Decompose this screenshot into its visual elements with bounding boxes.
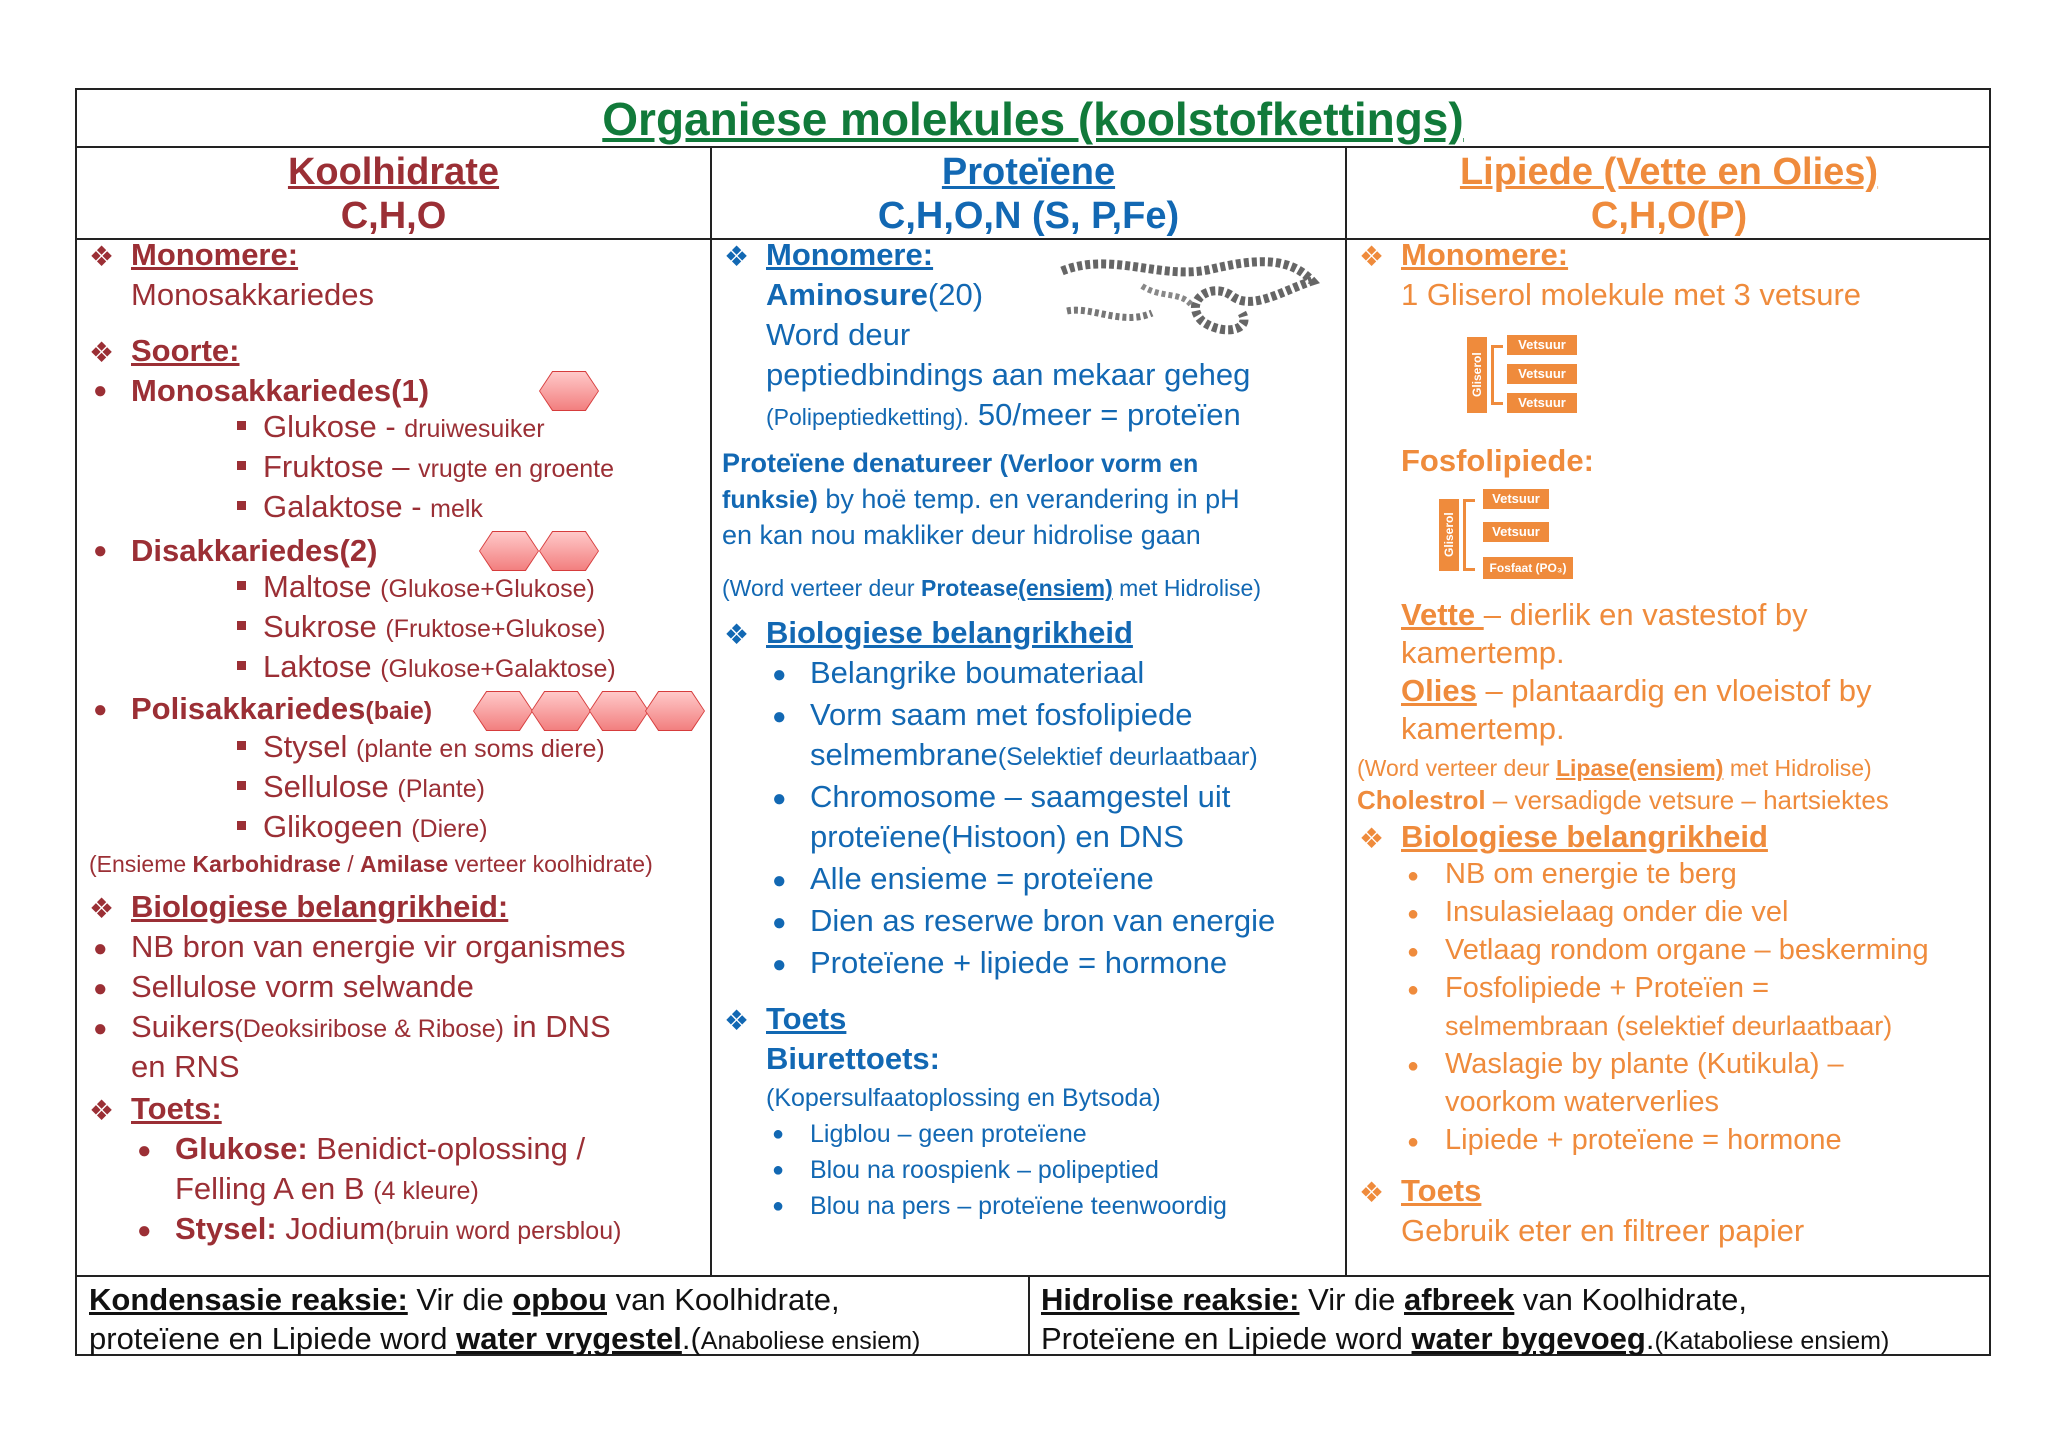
list-item: Sellulose vorm selwande	[131, 969, 474, 1004]
list-item-cont: proteïene(Histoon) en DNS	[810, 819, 1184, 854]
diamond-icon: ❖	[89, 893, 115, 924]
hydrolysis-note: Hidrolise reaksie: Vir die afbreek van Koolhidrate, Proteïene en Lipiede word water bygevoeg.(Kataboliese ensiem)	[1041, 1282, 1890, 1356]
list-item-cont: en RNS	[131, 1049, 240, 1084]
bullet-icon: ●	[772, 1195, 785, 1217]
list-item: Suikers(Deoksiribose & Ribose) in DNS	[131, 1009, 611, 1044]
list-item: Stysel: Jodium(bruin word persblou)	[175, 1211, 622, 1246]
bullet-icon: ●	[772, 785, 787, 812]
list-item: Waslagie by plante (Kutikula) –	[1445, 1048, 1844, 1080]
digestion-note: (Word verteer deur Lipase(ensiem) met Hidrolise)	[1357, 755, 1872, 781]
bullet-icon: ●	[772, 909, 787, 936]
glycerol-label: Gliserol	[1439, 499, 1459, 571]
bullet-icon: ●	[772, 703, 787, 730]
list-item: Blou na roospienk – polipeptied	[810, 1156, 1159, 1184]
list-item: Blou na pers – proteïene teenwoordig	[810, 1192, 1227, 1220]
column-header-lipids	[1347, 150, 1991, 238]
list-item: Belangrike boumateriaal	[810, 655, 1145, 690]
list-item: Fruktose – vrugte en groente	[263, 449, 615, 484]
bullet-icon: ●	[1407, 1131, 1420, 1153]
bullet-icon: ●	[772, 1159, 785, 1181]
list-item: Vorm saam met fosfolipiede	[810, 697, 1193, 732]
list-item: Laktose (Glukose+Galaktose)	[263, 649, 616, 684]
column-header-carbs	[77, 150, 710, 238]
bio-label: Biologiese belangrikheid	[766, 615, 1133, 650]
list-item-cont: voorkom waterverlies	[1445, 1086, 1719, 1118]
denature-text: funksie) by hoë temp. en verandering in pH	[722, 484, 1240, 514]
square-bullet-icon	[237, 581, 246, 590]
column-heading: Koolhidrate	[287, 151, 500, 193]
fatty-acid-label: Vetsuur	[1507, 364, 1577, 384]
bullet-icon: ●	[93, 935, 108, 962]
bio-label: Biologiese belangrikheid	[1401, 819, 1768, 854]
mono-heading: Monosakkariedes(1)	[131, 373, 430, 408]
list-item: Alle ensieme = proteïene	[810, 861, 1154, 896]
bullet-icon: ●	[1407, 865, 1420, 887]
square-bullet-icon	[237, 741, 246, 750]
column-heading: Proteïene	[941, 151, 1116, 193]
glycerol-label: Gliserol	[1467, 337, 1487, 413]
square-bullet-icon	[237, 421, 246, 430]
oils-text-cont: kamertemp.	[1401, 711, 1565, 746]
bullet-icon: ●	[772, 661, 787, 688]
test-name: Biurettoets:	[766, 1041, 940, 1076]
divider	[77, 1275, 1989, 1277]
column-header-proteins	[712, 150, 1345, 238]
list-item: Sukrose (Fruktose+Glukose)	[263, 609, 606, 644]
poly-heading: Polisakkariedes(baie)	[131, 691, 433, 726]
divider	[1345, 146, 1347, 1275]
test-sub: (Kopersulfaatoplossing en Bytsoda)	[766, 1084, 1161, 1112]
square-bullet-icon	[237, 461, 246, 470]
fatty-acid-label: Vetsuur	[1507, 335, 1577, 355]
list-item: NB bron van energie vir organismes	[131, 929, 626, 964]
denature-text: en kan nou makliker deur hidrolise gaan	[722, 520, 1201, 550]
bullet-icon: ●	[93, 537, 108, 564]
bracket	[1463, 499, 1475, 571]
fatty-acid-label: Vetsuur	[1507, 393, 1577, 413]
amino-acids: Aminosure(20)	[766, 277, 984, 312]
list-item: Vetlaag rondom organe – beskerming	[1445, 934, 1929, 966]
list-item: Maltose (Glukose+Glukose)	[263, 569, 595, 604]
square-bullet-icon	[237, 781, 246, 790]
bullet-icon: ●	[1407, 903, 1420, 925]
divider	[710, 146, 712, 1275]
phospholipid-label: Fosfolipiede:	[1401, 443, 1594, 478]
list-item-cont: selmembrane(Selektief deurlaatbaar)	[810, 737, 1258, 772]
test-label: Toets:	[131, 1091, 222, 1126]
carbs-column	[87, 235, 707, 1275]
diamond-icon: ❖	[1359, 241, 1385, 272]
list-item-cont: Felling A en B (4 kleure)	[175, 1171, 479, 1206]
monomers-text: 1 Gliserol molekule met 3 vetsure	[1401, 277, 1862, 312]
fats-text-cont: kamertemp.	[1401, 635, 1565, 670]
phosphate-label: Fosfaat (PO₃)	[1483, 557, 1573, 579]
bullet-icon: ●	[93, 975, 108, 1002]
list-item: Glukose: Benidict-oplossing /	[175, 1131, 586, 1166]
list-item: Stysel (plante en soms diere)	[263, 729, 605, 764]
bullet-icon: ●	[772, 1123, 785, 1145]
condensation-note: Kondensasie reaksie: Vir die opbou van Koolhidrate, proteïene en Lipiede word water vrygestel.(Anaboliese ensiem)	[89, 1282, 921, 1356]
list-item-cont: selmembraan (selektief deurlaatbaar)	[1445, 1011, 1893, 1041]
phospholipid-diagram	[1439, 489, 1599, 581]
divider	[1028, 1275, 1030, 1356]
bracket	[1491, 345, 1503, 405]
diamond-icon: ❖	[1359, 823, 1385, 854]
summary-table	[75, 88, 1991, 1356]
square-bullet-icon	[237, 821, 246, 830]
diamond-icon: ❖	[89, 1095, 115, 1126]
test-text: Gebruik eter en filtreer papier	[1401, 1213, 1805, 1248]
list-item: Galaktose - melk	[263, 489, 483, 524]
text-line: (Polipeptiedketting). 50/meer = proteïen	[766, 397, 1241, 432]
list-item: Chromosome – saamgestel uit	[810, 779, 1231, 814]
oils-text: Olies – plantaardig en vloeistof by	[1401, 673, 1872, 708]
diamond-icon: ❖	[724, 241, 750, 272]
bullet-icon: ●	[137, 1217, 152, 1244]
triglyceride-diagram	[1467, 335, 1617, 415]
square-bullet-icon	[237, 501, 246, 510]
diamond-icon: ❖	[89, 337, 115, 368]
lipids-column	[1357, 235, 1987, 1275]
fatty-acid-label: Vetsuur	[1483, 489, 1549, 509]
polypeptide-chain-icon	[1052, 251, 1322, 341]
bullet-icon: ●	[93, 696, 108, 723]
test-label: Toets	[1401, 1173, 1482, 1208]
text-line: Word deur	[766, 317, 911, 352]
list-item: Insulasielaag onder die vel	[1445, 896, 1789, 928]
diamond-icon: ❖	[1359, 1177, 1385, 1208]
list-item: Glikogeen (Diere)	[263, 809, 488, 844]
fatty-acid-label: Vetsuur	[1483, 522, 1549, 542]
list-item: Ligblou – geen proteïene	[810, 1120, 1087, 1148]
bullet-icon: ●	[772, 867, 787, 894]
bullet-icon: ●	[772, 951, 787, 978]
monomers-label: Monomere:	[766, 237, 934, 272]
diamond-icon: ❖	[724, 1005, 750, 1036]
column-formula: C,H,O	[340, 195, 447, 237]
column-formula: C,H,O,N (S, P,Fe)	[877, 195, 1180, 237]
denature-text: Proteïene denatureer (Verloor vorm en	[722, 448, 1199, 478]
bullet-icon: ●	[1407, 941, 1420, 963]
diamond-icon: ❖	[89, 241, 115, 272]
list-item: Dien as reserwe bron van energie	[810, 903, 1276, 938]
fats-text: Vette – dierlik en vastestof by	[1401, 597, 1808, 632]
monomers-text: Monosakkariedes	[131, 277, 374, 312]
list-item: Fosfolipiede + Proteïen =	[1445, 972, 1770, 1004]
enzyme-note: (Ensieme Karbohidrase / Amilase verteer koolhidrate)	[89, 851, 653, 877]
bullet-icon: ●	[93, 1015, 108, 1042]
monomers-label: Monomere:	[131, 237, 299, 272]
di-heading: Disakkariedes(2)	[131, 533, 378, 568]
proteins-column	[722, 235, 1342, 1275]
bullet-icon: ●	[1407, 979, 1420, 1001]
page-title: Organiese molekules (koolstofkettings)	[602, 93, 1464, 145]
cholesterol-text: Cholestrol – versadigde vetsure – hartsiektes	[1357, 785, 1889, 815]
diamond-icon: ❖	[724, 619, 750, 650]
list-item: NB om energie te berg	[1445, 858, 1737, 890]
digestion-note: (Word verteer deur Protease(ensiem) met Hidrolise)	[722, 575, 1262, 601]
column-heading: Lipiede (Vette en Olies)	[1459, 151, 1879, 193]
types-label: Soorte:	[131, 333, 240, 368]
list-item: Sellulose (Plante)	[263, 769, 485, 804]
bio-label: Biologiese belangrikheid:	[131, 889, 509, 924]
monomers-label: Monomere:	[1401, 237, 1569, 272]
text-line: peptiedbindings aan mekaar geheg	[766, 357, 1251, 392]
list-item: Lipiede + proteïene = hormone	[1445, 1124, 1842, 1156]
bullet-icon: ●	[1407, 1055, 1420, 1077]
list-item: Proteïene + lipiede = hormone	[810, 945, 1228, 980]
column-formula: C,H,O(P)	[1590, 195, 1748, 237]
divider	[77, 146, 1989, 148]
list-item: Glukose - druiwesuiker	[263, 409, 545, 444]
bullet-icon: ●	[93, 377, 108, 404]
square-bullet-icon	[237, 661, 246, 670]
test-label: Toets	[766, 1001, 847, 1036]
bullet-icon: ●	[137, 1137, 152, 1164]
square-bullet-icon	[237, 621, 246, 630]
